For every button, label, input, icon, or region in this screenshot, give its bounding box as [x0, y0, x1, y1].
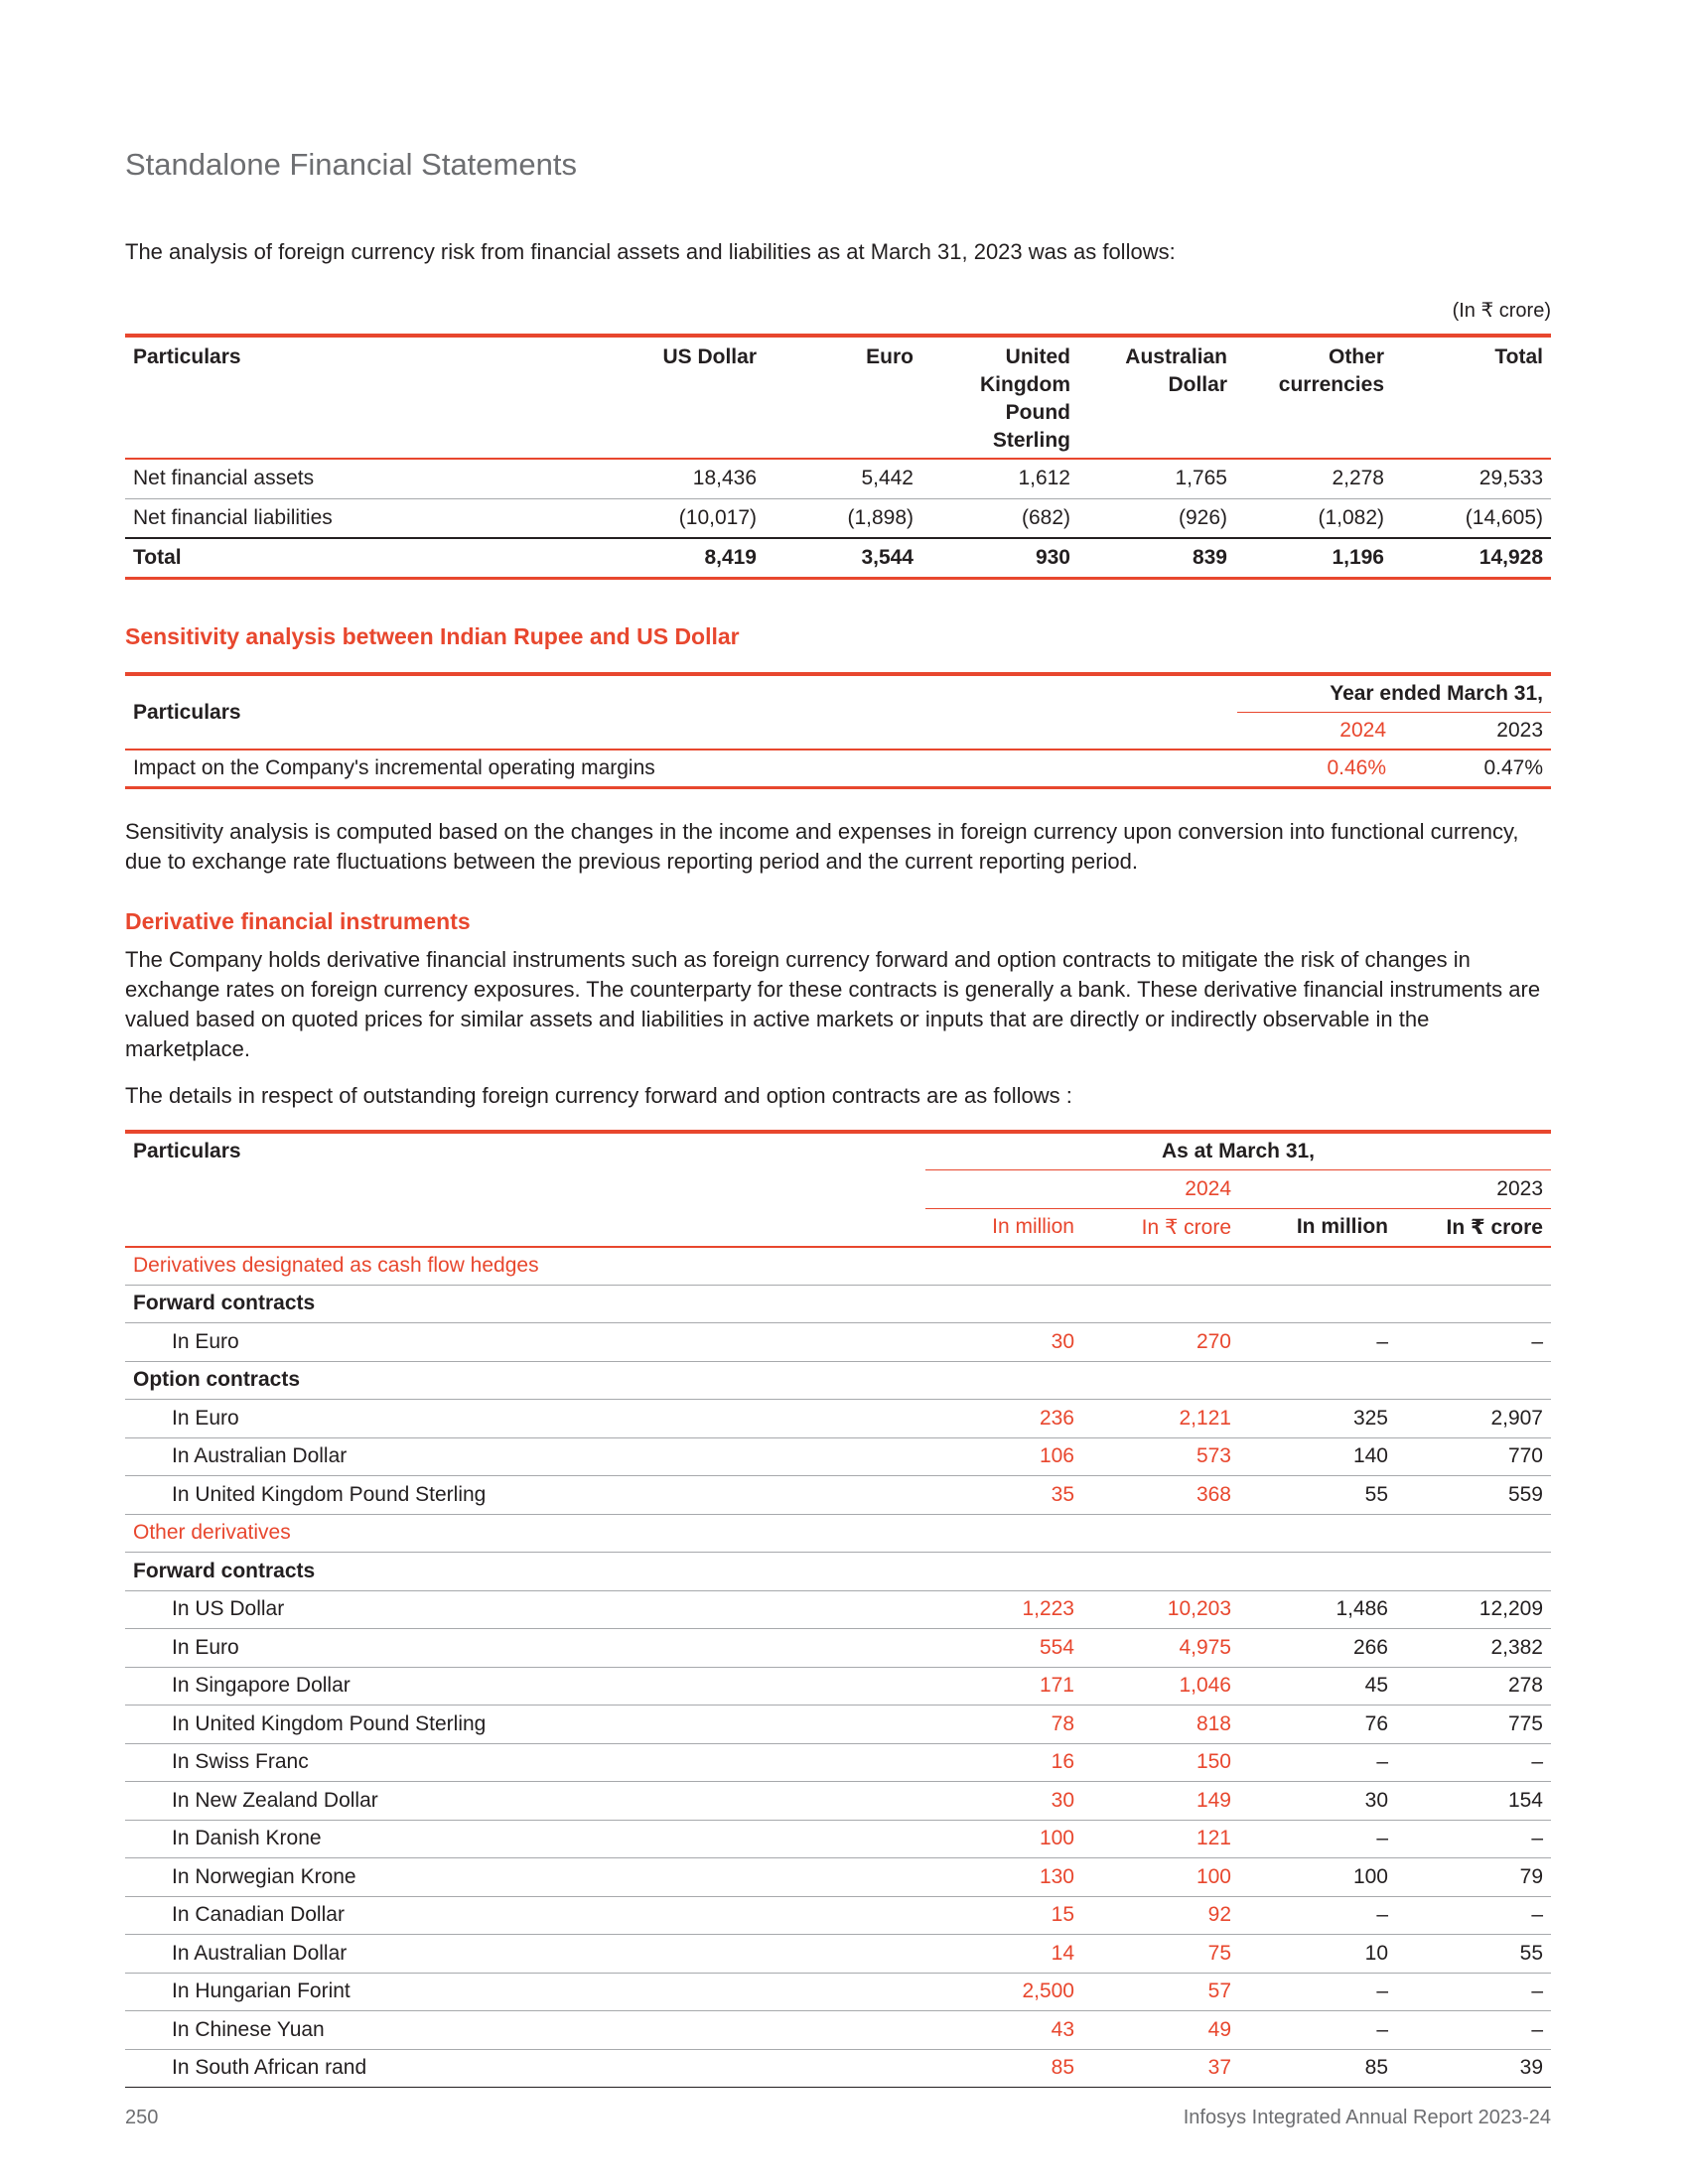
cell: 2,121 [1082, 1400, 1239, 1438]
row-label: In Euro [125, 1323, 925, 1362]
cell: 140 [1239, 1437, 1396, 1476]
derivatives-year-2024: 2024 [925, 1170, 1239, 1209]
cell: 14,928 [1392, 538, 1551, 578]
cell: 12,209 [1396, 1590, 1551, 1629]
cell [1082, 1285, 1239, 1323]
cell: 8,419 [608, 538, 765, 578]
cell: 2,500 [925, 1973, 1082, 2011]
cell: (926) [1178, 505, 1227, 529]
cell: 4,975 [1082, 1629, 1239, 1668]
row-label: Other derivatives [125, 1514, 925, 1553]
cell: – [1239, 1896, 1396, 1935]
cell: 150 [1082, 1743, 1239, 1782]
cell: 35 [925, 1476, 1082, 1515]
table-row [125, 2049, 1551, 2088]
cell: 0.46% [1237, 750, 1394, 787]
row-label: Derivatives designated as cash flow hedges [125, 1247, 925, 1286]
cell: 121 [1082, 1820, 1239, 1858]
row-label: In Norwegian Krone [125, 1858, 925, 1897]
cell: 5,442 [765, 459, 921, 498]
cell: 85 [1239, 2049, 1396, 2088]
cell: 92 [1082, 1896, 1239, 1935]
cell: – [1239, 1973, 1396, 2011]
report-name: Infosys Integrated Annual Report 2023-24 [1183, 2107, 1551, 2128]
sensitivity-note: Sensitivity analysis is computed based on the changes in the income and expenses in foreign currency upon conversion into functional currency, due to exchange rate fluctuations between the previous reporting period and the current reporting period. [125, 819, 1519, 874]
cell: 149 [1082, 1782, 1239, 1821]
derivatives-as-at: As at March 31, [925, 1132, 1551, 1170]
group-row [125, 1285, 1551, 1323]
cell: 839 [1078, 538, 1235, 578]
cell: 2,278 [1235, 459, 1392, 498]
cell [1082, 1553, 1239, 1591]
table-row [125, 459, 1551, 498]
col-2024-million: In million [925, 1208, 1082, 1247]
cell [925, 1247, 1082, 1286]
cell: 154 [1396, 1782, 1551, 1821]
table-row [125, 1820, 1551, 1858]
row-label: Option contracts [125, 1361, 925, 1400]
fx-header-total: Total [1392, 336, 1551, 459]
cell: 29,533 [1392, 459, 1551, 498]
intro-text: The analysis of foreign currency risk from financial assets and liabilities as at March 31, 2023 was as follows: [125, 239, 1176, 264]
cell: (682) [1021, 505, 1070, 529]
cell: 106 [925, 1437, 1082, 1476]
row-label: In Australian Dollar [125, 1437, 925, 1476]
sensitivity-period: Year ended March 31, [1237, 674, 1551, 712]
cell: 10,203 [1082, 1590, 1239, 1629]
cell: 49 [1082, 2011, 1239, 2050]
cell [925, 1285, 1082, 1323]
row-label: Net financial liabilities [133, 505, 333, 529]
cell: 1,196 [1235, 538, 1392, 578]
cell: 325 [1239, 1400, 1396, 1438]
table-row [125, 1629, 1551, 1668]
fx-header-particulars: Particulars [125, 336, 608, 459]
row-label: In Hungarian Forint [125, 1973, 925, 2011]
page-number: 250 [125, 2107, 159, 2128]
row-label: In US Dollar [125, 1590, 925, 1629]
cell: – [1396, 1896, 1551, 1935]
row-label: In Singapore Dollar [125, 1667, 925, 1706]
group-row [125, 1553, 1551, 1591]
row-label: In Swiss Franc [125, 1743, 925, 1782]
unit-label: (In ₹ crore) [1452, 300, 1551, 322]
row-label: In New Zealand Dollar [125, 1782, 925, 1821]
row-label: Forward contracts [125, 1285, 925, 1323]
cell: 55 [1239, 1476, 1396, 1515]
page-title: Standalone Financial Statements [125, 147, 577, 182]
cell: 1,046 [1082, 1667, 1239, 1706]
cell: 55 [1396, 1935, 1551, 1974]
cell [1396, 1285, 1551, 1323]
col-2023-crore: In ₹ crore [1396, 1208, 1551, 1247]
cell: 2,382 [1396, 1629, 1551, 1668]
cell: 573 [1082, 1437, 1239, 1476]
derivatives-table [125, 1130, 1551, 2088]
table-row [125, 1400, 1551, 1438]
cell [1082, 1247, 1239, 1286]
fx-header-usd: US Dollar [608, 336, 765, 459]
cell: 30 [925, 1782, 1082, 1821]
cell: 39 [1396, 2049, 1551, 2088]
fx-risk-table [125, 334, 1551, 580]
table-row [125, 1743, 1551, 1782]
table-row [125, 1706, 1551, 1744]
cell: 100 [925, 1820, 1082, 1858]
cell: 100 [1239, 1858, 1396, 1897]
cell: – [1396, 1743, 1551, 1782]
total-row [125, 538, 1551, 578]
cell: 270 [1082, 1323, 1239, 1362]
row-label: Net financial assets [125, 459, 608, 498]
row-label: Impact on the Company's incremental operating margins [125, 750, 1237, 787]
cell: 79 [1396, 1858, 1551, 1897]
sensitivity-table [125, 672, 1551, 789]
cell [925, 1514, 1082, 1553]
cell: (1,082) [1318, 505, 1384, 529]
cell: 43 [925, 2011, 1082, 2050]
cell: 37 [1082, 2049, 1239, 2088]
cell [1396, 1553, 1551, 1591]
cell: 770 [1396, 1437, 1551, 1476]
cell: – [1396, 1820, 1551, 1858]
cell: 818 [1082, 1706, 1239, 1744]
derivatives-particulars: Particulars [125, 1132, 925, 1247]
derivatives-heading: Derivative financial instruments [125, 908, 471, 934]
cell: 775 [1396, 1706, 1551, 1744]
sensitivity-year-2024: 2024 [1237, 712, 1394, 750]
cell: 559 [1396, 1476, 1551, 1515]
row-label: In United Kingdom Pound Sterling [125, 1476, 925, 1515]
fx-header-other: Other currencies [1235, 336, 1392, 459]
cell: 130 [925, 1858, 1082, 1897]
cell: 278 [1396, 1667, 1551, 1706]
table-row [125, 1858, 1551, 1897]
cell: 30 [925, 1323, 1082, 1362]
cell [1239, 1553, 1396, 1591]
section-row [125, 1514, 1551, 1553]
cell: 78 [925, 1706, 1082, 1744]
fx-header-euro: Euro [765, 336, 921, 459]
cell: 171 [925, 1667, 1082, 1706]
cell: 16 [925, 1743, 1082, 1782]
table-row [125, 1437, 1551, 1476]
cell: – [1396, 1323, 1551, 1362]
table-row [125, 1782, 1551, 1821]
table-row [125, 750, 1551, 787]
cell: 1,223 [925, 1590, 1082, 1629]
cell [1082, 1514, 1239, 1553]
cell [925, 1361, 1082, 1400]
group-row [125, 1361, 1551, 1400]
derivatives-details-text: The details in respect of outstanding foreign currency forward and option contracts are as follows : [125, 1083, 1072, 1108]
cell: 76 [1239, 1706, 1396, 1744]
cell: – [1239, 1743, 1396, 1782]
col-2023-million: In million [1239, 1208, 1396, 1247]
table-row [125, 1476, 1551, 1515]
cell: 15 [925, 1896, 1082, 1935]
cell [1239, 1285, 1396, 1323]
table-row [125, 1935, 1551, 1974]
row-label: In Danish Krone [125, 1820, 925, 1858]
cell [1239, 1361, 1396, 1400]
sensitivity-heading: Sensitivity analysis between Indian Rupee and US Dollar [125, 623, 740, 649]
cell: 930 [921, 538, 1078, 578]
row-label: In Canadian Dollar [125, 1896, 925, 1935]
row-label: In Chinese Yuan [125, 2011, 925, 2050]
cell: – [1239, 1820, 1396, 1858]
col-2024-crore: In ₹ crore [1082, 1208, 1239, 1247]
table-row [125, 1590, 1551, 1629]
table-row [125, 1896, 1551, 1935]
cell: 30 [1239, 1782, 1396, 1821]
derivatives-paragraph: The Company holds derivative financial instruments such as foreign currency forward and option contracts to mitigate the risk of changes in exchange rates on foreign currency exposures. The counterparty for these contracts is generally a bank. These derivative financial instruments are valued based on quoted prices for similar assets and liabilities in active markets or inputs that are directly or indirectly observable in the marketplace. [125, 947, 1541, 1061]
cell: (10,017) [678, 505, 757, 529]
row-label: In Australian Dollar [125, 1935, 925, 1974]
cell: (1,898) [847, 505, 914, 529]
cell: 368 [1082, 1476, 1239, 1515]
fx-header-aud: Australian Dollar [1078, 336, 1235, 459]
cell: 100 [1082, 1858, 1239, 1897]
table-row [125, 1973, 1551, 2011]
cell: 1,486 [1239, 1590, 1396, 1629]
cell: 57 [1082, 1973, 1239, 2011]
cell: – [1239, 1323, 1396, 1362]
table-row [125, 1323, 1551, 1362]
cell [925, 1553, 1082, 1591]
cell [1396, 1247, 1551, 1286]
row-label: In South African rand [125, 2049, 925, 2088]
cell: 1,765 [1078, 459, 1235, 498]
row-label: In Euro [125, 1629, 925, 1668]
row-label: In Euro [125, 1400, 925, 1438]
cell: – [1396, 1973, 1551, 2011]
cell: 85 [925, 2049, 1082, 2088]
row-label: Total [125, 538, 608, 578]
cell: 75 [1082, 1935, 1239, 1974]
cell: 236 [925, 1400, 1082, 1438]
cell: 266 [1239, 1629, 1396, 1668]
derivatives-year-2023: 2023 [1239, 1170, 1551, 1209]
table-row [125, 498, 1551, 538]
cell: (14,605) [1465, 505, 1543, 529]
row-label: Forward contracts [125, 1553, 925, 1591]
cell: – [1239, 2011, 1396, 2050]
cell: 1,612 [921, 459, 1078, 498]
cell [1396, 1514, 1551, 1553]
section-row [125, 1247, 1551, 1286]
sensitivity-year-2023: 2023 [1394, 712, 1551, 750]
cell [1396, 1361, 1551, 1400]
cell: 18,436 [608, 459, 765, 498]
cell: 3,544 [765, 538, 921, 578]
cell: 2,907 [1396, 1400, 1551, 1438]
sensitivity-particulars: Particulars [125, 674, 1237, 750]
row-label: In United Kingdom Pound Sterling [125, 1706, 925, 1744]
table-row [125, 1667, 1551, 1706]
fx-header-gbp: United Kingdom Pound Sterling [921, 336, 1078, 459]
cell [1239, 1247, 1396, 1286]
cell: 0.47% [1394, 750, 1551, 787]
cell: 45 [1239, 1667, 1396, 1706]
cell: 14 [925, 1935, 1082, 1974]
cell: – [1396, 2011, 1551, 2050]
cell: 10 [1239, 1935, 1396, 1974]
cell: 554 [925, 1629, 1082, 1668]
cell [1239, 1514, 1396, 1553]
table-row [125, 2011, 1551, 2050]
cell [1082, 1361, 1239, 1400]
